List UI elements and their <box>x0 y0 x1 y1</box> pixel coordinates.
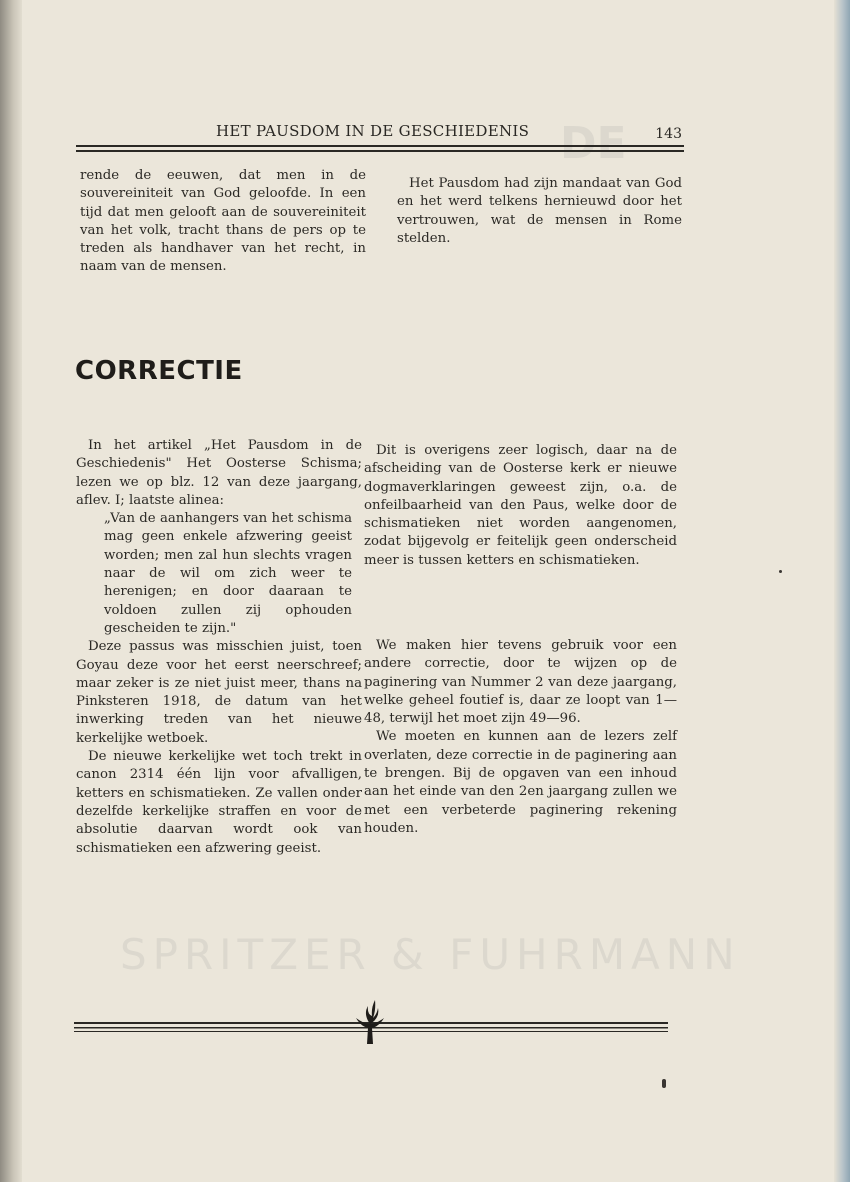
torch-flame-icon <box>356 1000 384 1044</box>
header-rule <box>76 150 684 152</box>
correctie-left-column <box>76 437 362 858</box>
paragraph: In het artikel „Het Pausdom in de Geschiedenis" Het Oosterse Schisma; lezen we op blz. 12 van deze jaargang, aflev. I; laatste alinea: <box>76 438 362 508</box>
flame-ornament-divider <box>74 998 668 1048</box>
page-number: 143 <box>655 126 682 142</box>
book-spine-shadow <box>0 0 22 1182</box>
ink-speck <box>662 1079 666 1088</box>
page-edge <box>834 0 850 1182</box>
paragraph: Het Pausdom had zijn mandaat van God en het werd telkens hernieuwd door het vertrouwen, wat de mensen in Rome stelden. <box>397 176 682 246</box>
running-title: HET PAUSDOM IN DE GESCHIEDENIS <box>216 122 530 140</box>
paragraph: We moeten en kunnen aan de lezers zelf overlaten, deze correctie in de paginering aan te brengen. Bij de opgaven van een inhoud aan het einde van den 2en jaargang zullen we met een verbeterde paginering rekening houden. <box>364 729 677 836</box>
running-header <box>76 120 684 152</box>
section-heading: CORRECTIE <box>75 356 243 386</box>
bleed-through-text: DE <box>560 118 627 169</box>
correctie-right-column-bottom <box>364 637 677 838</box>
ink-speck <box>779 570 782 573</box>
header-rule <box>76 145 684 147</box>
paragraph: rende de eeuwen, dat men in de souvereiniteit van God geloofde. In een tijd dat men gelooft aan de souvereiniteit van het volk, tracht thans de pers op te treden als handhaver van het recht, in naam van de mensen. <box>80 168 366 275</box>
paragraph: De nieuwe kerkelijke wet toch trekt in canon 2314 één lijn voor afvalligen, ketters en schismatieken. Ze vallen onder dezelfde kerkelijke straffen en voor de absolutie daarvan wordt ook van schismatieken een afzwering geeist. <box>76 749 362 856</box>
top-right-column <box>397 175 682 248</box>
paragraph: Deze passus was misschien juist, toen Goyau deze voor het eerst neerschreef; maar zeker is ze niet juist meer, thans na Pinksteren 1918, de datum van het inwerking treden van het nieuwe kerkelijke wetboek. <box>76 639 362 746</box>
block-quote: „Van de aanhangers van het schisma mag geen enkele afzwering geeist worden; men zal hun slechts vragen naar de wil om zich weer te herenigen; en door daaraan te voldoen zullen zij ophouden gescheiden te zijn." <box>104 511 352 636</box>
paragraph: We maken hier tevens gebruik voor een andere correctie, door te wijzen op de paginering van Nummer 2 van deze jaargang, welke geheel foutief is, daar ze loopt van 1—48, terwijl het moet zijn 49—96. <box>364 638 677 727</box>
correctie-right-column-top <box>364 442 677 570</box>
top-left-column <box>80 167 366 277</box>
paragraph: Dit is overigens zeer logisch, daar na de afscheiding van de Oosterse kerk er nieuwe dogmaverklaringen geweest zijn, o.a. de onfeilbaarheid van den Paus, welke door de schismatieken niet worden aangenomen, zodat bijgevolg er feitelijk geen onderscheid meer is tussen ketters en schismatieken. <box>364 443 677 568</box>
bleed-through-text: SPRITZER & FUHRMANN <box>120 930 741 979</box>
